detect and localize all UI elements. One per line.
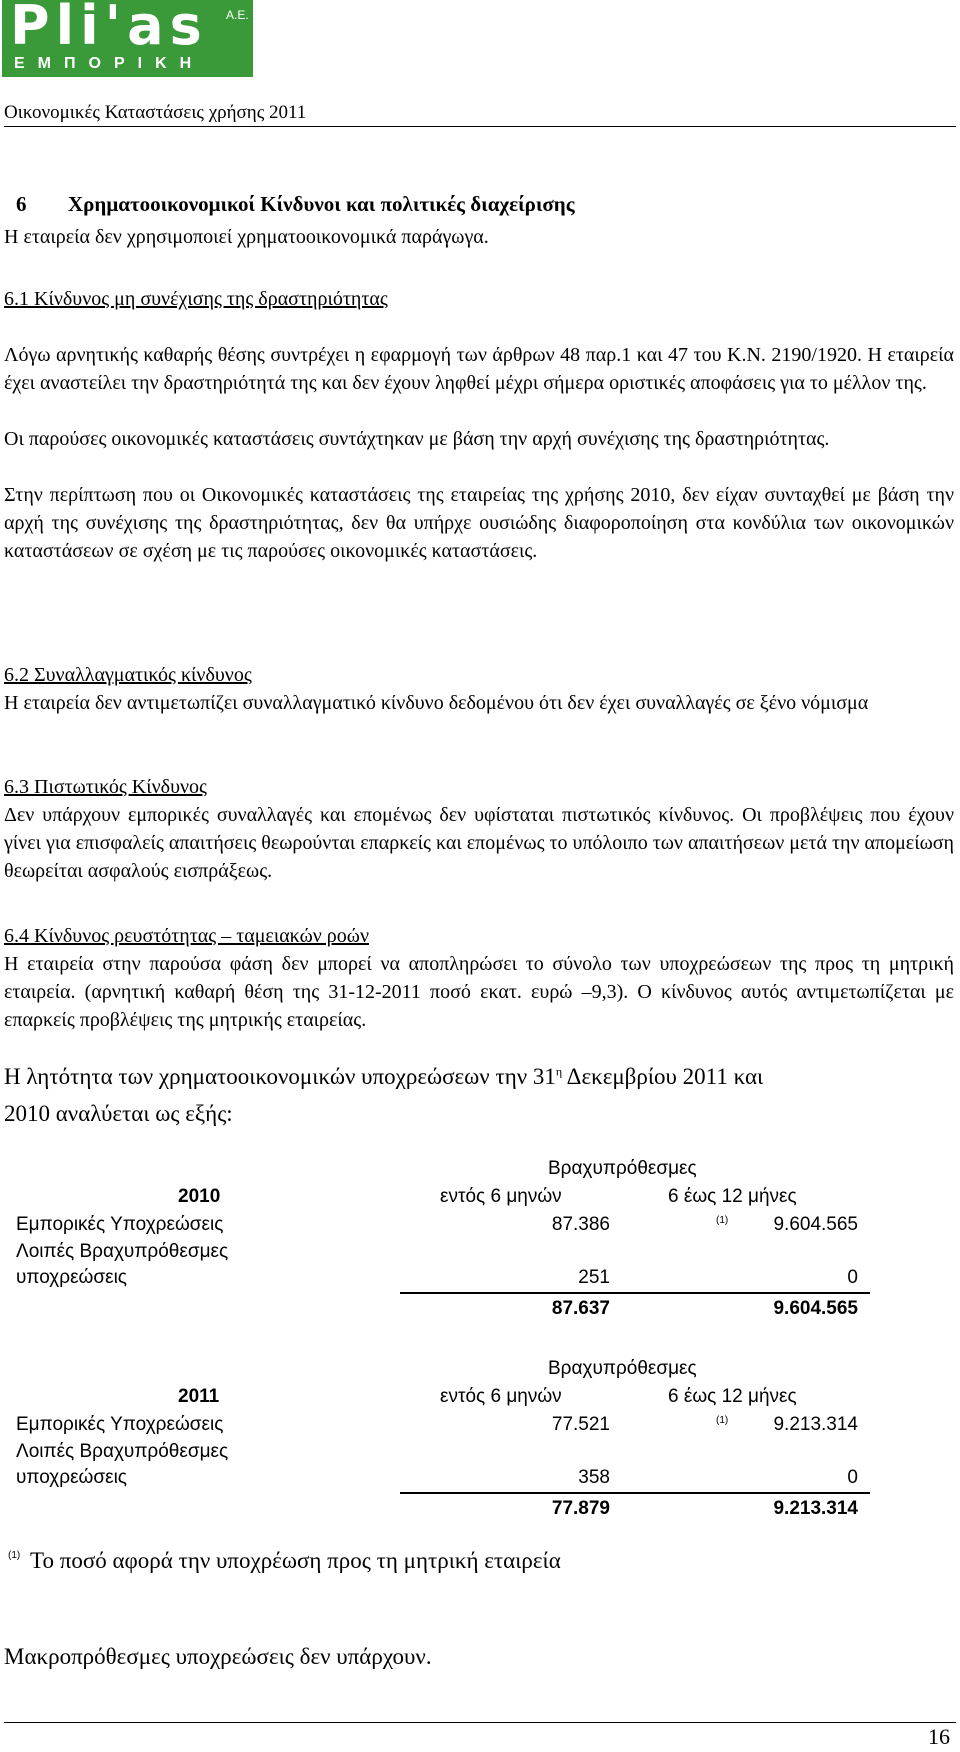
column-header-6-to-12-months: 6 έως 12 μήνες <box>668 1186 797 1207</box>
cell-value: 9.604.565 <box>773 1214 858 1235</box>
maturity-intro-text-b: Δεκεμβρίου 2011 και <box>562 1064 764 1089</box>
subsection-6-3-heading: 6.3 Πιστωτικός Κίνδυνος <box>4 776 207 798</box>
row-label-liabilities: υποχρεώσεις <box>16 1467 127 1488</box>
row-label-trade-payables: Εμπορικές Υποχρεώσεις <box>16 1414 224 1435</box>
row-label-trade-payables: Εμπορικές Υποχρεώσεις <box>16 1214 224 1235</box>
section-number: 6 <box>16 192 27 216</box>
column-header-within-6-months: εντός 6 μηνών <box>440 1386 562 1407</box>
document-header-title: Οικονομικές Καταστάσεις χρήσης 2011 <box>4 102 307 123</box>
row-label-other-short-term: Λοιπές Βραχυπρόθεσμες <box>16 1441 229 1462</box>
footnote-mark: (1) <box>8 1550 21 1561</box>
total-value: 9.604.565 <box>773 1298 858 1319</box>
cell-value: 0 <box>847 1267 858 1288</box>
maturity-intro-line1 <box>4 1064 763 1090</box>
subsection-6-3-text: Δεν υπάρχουν εμπορικές συναλλαγές και επομένως δεν υφίσταται πιστωτικός κίνδυνος. Οι προβλέψεις που έχουν γίνει για επισφαλείς απαιτήσεις θεωρούνται επαρκείς και επομένως το υπόλοιπο των απαιτήσεων μετά την απομείωση θεωρείται ασφαλούς εισπράξεως. <box>4 804 954 882</box>
logo-wordmark: Pli'as <box>10 0 208 57</box>
footnote-text: Το ποσό αφορά την υποχρέωση προς τη μητρική εταιρεία <box>30 1548 561 1573</box>
logo-subtitle: ΕΜΠΟΡΙΚΗ <box>14 55 205 72</box>
company-logo <box>2 0 253 77</box>
group-header: Βραχυπρόθεσμες <box>548 1158 697 1179</box>
footnote-marker: (1) <box>716 1215 729 1226</box>
cell-value: 77.521 <box>551 1414 610 1435</box>
cell-value: 9.213.314 <box>773 1414 858 1435</box>
total-value: 87.637 <box>551 1298 610 1319</box>
footnote-marker: (1) <box>716 1415 729 1426</box>
table-year: 2011 <box>178 1386 220 1407</box>
subsection-6-4-text: Η εταιρεία στην παρούσα φάση δεν μπορεί να αποπληρώσει το σύνολο των υποχρεώσεων της προς τη μητρική εταιρεία. (αρνητική καθαρή θέση της 31-12-2011 ποσό εκατ. ευρώ –9,3). Ο κίνδυνος αυτός αντιμετωπίζεται με επαρκείς προβλέψεις της μητρικής εταιρείας. <box>4 953 954 1031</box>
column-header-within-6-months: εντός 6 μηνών <box>440 1186 562 1207</box>
group-header: Βραχυπρόθεσμες <box>548 1358 697 1379</box>
section-intro: Η εταιρεία δεν χρησιμοποιεί χρηματοοικονομικά παράγωγα. <box>4 226 489 248</box>
footer-rule <box>4 1722 956 1723</box>
row-label-liabilities: υποχρεώσεις <box>16 1267 127 1288</box>
total-rule <box>400 1492 870 1494</box>
section-title: Χρηματοοικονομικοί Κίνδυνοι και πολιτικές διαχείρισης <box>68 192 575 216</box>
subsection-6-1-heading: 6.1 Κίνδυνος μη συνέχισης της δραστηριότητας <box>4 288 388 310</box>
cell-value: 0 <box>847 1467 858 1488</box>
total-rule <box>400 1292 870 1294</box>
page-number: 16 <box>928 1724 950 1749</box>
subsection-6-2-text: Η εταιρεία δεν αντιμετωπίζει συναλλαγματικό κίνδυνο δεδομένου ότι δεν έχει συναλλαγές σε ξένο νόμισμα <box>4 692 869 714</box>
subsection-6-1-para2: Οι παρούσες οικονομικές καταστάσεις συντάχτηκαν με βάση την αρχή συνέχισης της δραστηριότητας. <box>4 428 830 450</box>
cell-value: 358 <box>578 1467 610 1488</box>
row-label-other-short-term: Λοιπές Βραχυπρόθεσμες <box>16 1241 229 1262</box>
long-term-liabilities-note: Μακροπρόθεσμες υποχρεώσεις δεν υπάρχουν. <box>4 1644 432 1669</box>
header-rule <box>4 126 956 127</box>
column-header-6-to-12-months: 6 έως 12 μήνες <box>668 1386 797 1407</box>
subsection-6-1-para1: Λόγω αρνητικής καθαρής θέσης συντρέχει η εφαρμογή των άρθρων 48 παρ.1 και 47 του Κ.Ν. 2190/1920. Η εταιρεία έχει αναστείλει την δραστηριότητά της και δεν έχουν ληφθεί μέχρι σήμερα οριστικές αποφάσεις για το μέλλον της. <box>4 344 954 394</box>
total-value: 9.213.314 <box>773 1498 858 1519</box>
subsection-6-1-para3: Στην περίπτωση που οι Οικονομικές καταστάσεις της εταιρείας της χρήσης 2010, δεν είχαν συνταχθεί με βάση την αρχή της συνέχισης της δραστηριότητας, δεν θα υπήρχε ουσιώδης διαφοροποίηση στα κονδύλια των οικονομικών καταστάσεων σε σχέση με τις παρούσες οικονομικές καταστάσεις. <box>4 484 954 562</box>
subsection-6-4-heading: 6.4 Κίνδυνος ρευστότητας – ταμειακών ροών <box>4 925 369 947</box>
total-value: 77.879 <box>551 1498 610 1519</box>
cell-value: 87.386 <box>551 1214 610 1235</box>
cell-value: 251 <box>578 1267 610 1288</box>
maturity-intro-line2: 2010 αναλύεται ως εξής: <box>4 1101 233 1126</box>
subsection-6-2-heading: 6.2 Συναλλαγματικός κίνδυνος <box>4 664 252 686</box>
table-year: 2010 <box>178 1186 221 1207</box>
maturity-intro-text-a: Η λητότητα των χρηματοοικονομικών υποχρεώσεων την 31 <box>4 1064 556 1089</box>
maturity-intro-sup: η <box>555 1064 563 1079</box>
logo-suffix: A.E. <box>226 8 249 22</box>
